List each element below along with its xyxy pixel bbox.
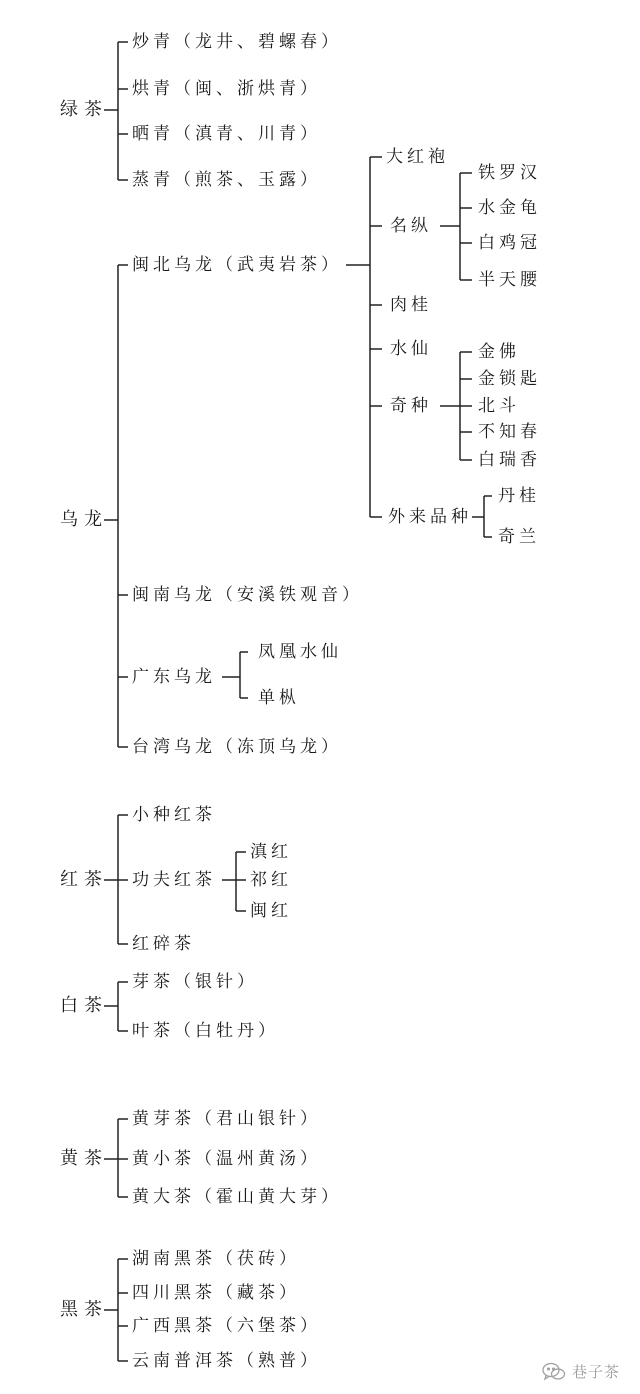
gongfu-connector [222, 852, 246, 911]
guangdong-item-0: 凤凰水仙 [258, 642, 342, 662]
minbei-mingcong: 名纵 [390, 216, 432, 236]
mingcong-item-2: 白鸡冠 [478, 233, 541, 253]
root-green-tea: 绿茶 [60, 99, 108, 120]
mingcong-connector [440, 173, 472, 280]
yellow-item-0: 黄芽茶（君山银针） [132, 1109, 321, 1129]
qizhong-connector [440, 352, 472, 460]
guangdong-item-1: 单枞 [258, 688, 300, 708]
gongfu-item-0: 滇红 [250, 842, 292, 862]
yellow-item-1: 黄小茶（温州黄汤） [132, 1149, 321, 1169]
dark-item-1: 四川黑茶（藏茶） [132, 1283, 300, 1303]
oolong-taiwan: 台湾乌龙（冻顶乌龙） [132, 737, 342, 757]
dark-item-2: 广西黑茶（六堡茶） [132, 1316, 321, 1336]
green-item-hongqing: 烘青（闽、浙烘青） [132, 79, 321, 99]
wechat-icon [542, 1362, 566, 1382]
minbei-rougui: 肉桂 [390, 295, 432, 315]
qizhong-item-4: 白瑞香 [478, 450, 541, 470]
gongfu-item-2: 闽红 [250, 901, 292, 921]
mingcong-item-0: 铁罗汉 [478, 163, 541, 183]
qizhong-item-2: 北斗 [478, 396, 520, 416]
white-item-1: 叶茶（白牡丹） [132, 1021, 279, 1041]
green-item-zhengqing: 蒸青（煎茶、玉露） [132, 170, 321, 190]
dark-item-3: 云南普洱茶（熟普） [132, 1351, 321, 1371]
green-item-chaoqing: 炒青（龙井、碧螺春） [132, 32, 342, 52]
wailai-item-0: 丹桂 [498, 486, 540, 506]
watermark-text: 巷子茶 [571, 1363, 620, 1381]
minbei-dahongpao: 大红袍 [386, 147, 449, 167]
wailai-item-1: 奇兰 [498, 527, 540, 547]
white-item-0: 芽茶（银针） [132, 972, 258, 992]
root-black-tea: 红茶 [60, 869, 108, 890]
oolong-guangdong: 广东乌龙 [132, 667, 216, 687]
qizhong-item-3: 不知春 [478, 422, 541, 442]
green-item-shaiqing: 晒青（滇青、川青） [132, 124, 321, 144]
root-oolong: 乌龙 [60, 509, 108, 530]
yellow-item-2: 黄大茶（霍山黄大芽） [132, 1187, 342, 1207]
minbei-shuixian: 水仙 [390, 339, 432, 359]
oolong-connector [104, 265, 128, 747]
watermark [542, 1361, 620, 1382]
mingcong-item-3: 半天腰 [478, 270, 541, 290]
oolong-minbei: 闽北乌龙（武夷岩茶） [132, 255, 342, 275]
root-dark-tea: 黑茶 [60, 1299, 108, 1320]
root-white-tea: 白茶 [60, 995, 108, 1016]
root-yellow-tea: 黄茶 [60, 1148, 108, 1169]
guangdong-connector [222, 652, 248, 698]
black-gongfu: 功夫红茶 [132, 870, 216, 890]
minbei-connector [346, 157, 382, 517]
wailai-connector [472, 496, 492, 537]
minbei-qizhong: 奇种 [390, 396, 432, 416]
minbei-wailai: 外来品种 [388, 507, 472, 527]
mingcong-item-1: 水金龟 [478, 198, 541, 218]
gongfu-item-1: 祁红 [250, 870, 292, 890]
black-suicha: 红碎茶 [132, 934, 195, 954]
qizhong-item-1: 金锁匙 [478, 369, 541, 389]
dark-item-0: 湖南黑茶（茯砖） [132, 1249, 300, 1269]
black-xiaozhong: 小种红茶 [132, 805, 216, 825]
oolong-minnan: 闽南乌龙（安溪铁观音） [132, 585, 363, 605]
qizhong-item-0: 金佛 [478, 342, 520, 362]
